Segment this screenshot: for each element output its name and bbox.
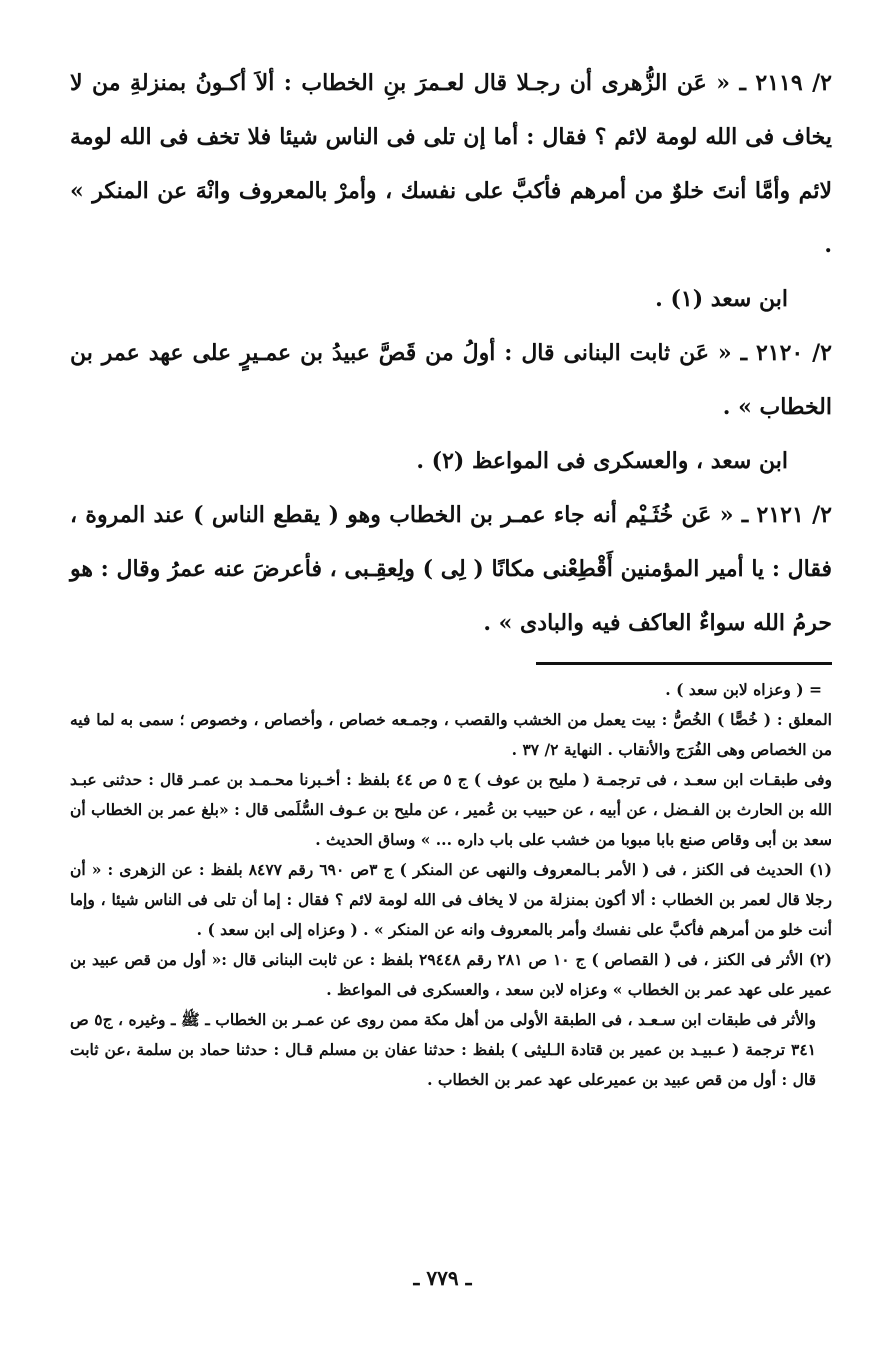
footnote-2-continuation: والأثر فى طبقات ابن سـعـد ، فى الطبقة الأولى من أهل مكة ممن روى عن عمـر بن الخطاب ـ ﷺ ـ وغيره ، ج٥ ص ٣٤١ ترجمة ( عـبيـد بن عمير بن قتادة الـليثى ) بلفظ : حدثنا عفان بن مسلم قـال : حدثنا حماد بن سلمة ،عن ثابت قال : أول من قص عبيد بن عميرعلى عهد عمر بن الخطاب .	[70, 1010, 817, 1089]
hadith-2121: ٢/ ٢١٢١ ـ « عَن خُثَـيْم أنه جاء عمـر بن الخطاب وهو ( يقطع الناس ) عند المروة ، فقال : يا أمير المؤمنين أَقْطِعْنى مكانًا ( لِى ) ولِعقِـبى ، فأعرضَ عنه عمرُ وقال : هو حرمُ الله سواءٌ العاكف فيه والبادى » .	[70, 502, 832, 636]
main-text	[70, 56, 832, 650]
hadith-2120: ٢/ ٢١٢٠ ـ « عَن ثابت البنانى قال : أولُ من قَصَّ عبيدُ بن عمـيرٍ على عهد عمر بن الخطاب » .	[70, 340, 832, 420]
footnotes	[70, 675, 832, 1095]
footnote-2: (٢) الأثر فى الكنز ، فى ( القصاص ) ج ١٠ ص ٢٨١ رقم ٢٩٤٤٨ بلفظ : عن ثابت البنانى قال :« أول من قص عبيد بن عمير على عهد عمر بن الخطاب » وعزاه لابن سعد ، والعسكرى فى المواعظ .	[70, 950, 832, 999]
note-continuation-1: = ( وعزاه لابن سعد ) .	[665, 680, 822, 699]
footnote-1: (١) الحديث فى الكنز ، فى ( الأمر بـالمعروف والنهى عن المنكر ) ج ٣ص ٦٩٠ رقم ٨٤٧٧ بلفظ : عن الزهرى : « أن رجلا قال لعمر بن الخطاب : ألا أكون بمنزلة من لا يخاف فى الله لومة لائم ؟ فقال : إما أن تلى فى الناس شيئا ، وإما أنت خلو من أمرهم فأكبَّ على نفسك وأمر بالمعروف وانه عن المنكر » . ( وعزاه إلى ابن سعد ) .	[70, 860, 832, 939]
source-2119: ابن سعد (١) .	[655, 286, 788, 312]
footnote-divider	[536, 662, 832, 665]
hadith-2119: ٢/ ٢١١٩ ـ « عَن الزُّهرى أن رجـلا قال لعـمرَ بنِ الخطاب : ألاَ أكـونُ بمنزلةِ من لا يخاف فى الله لومة لائم ؟ فقال : أما إن تلى فى الناس شيئا فلا تخف فى الله لومة لائم وأمَّا أنتَ خلوٌ من أمرهم فأكبَّ على نفسك ، وأمرْ بالمعروف وانْهَ عن المنكر » .	[70, 70, 833, 258]
source-2120: ابن سعد ، والعسكرى فى المواعظ (٢) .	[416, 448, 788, 474]
note-continuation-2: المعلق : ( خُصًّا ) الخُصُّ : بيت يعمل من الخشب والقصب ، وجمـعه خصاص ، وأخصاص ، وخصوص ؛ سمى به لما فيه من الخصاص وهى الفُرَج والأنقاب . النهاية ٢/ ٣٧ .	[70, 710, 832, 759]
note-continuation-3: وفى طبقـات ابن سعـد ، فى ترجمـة ( مليح بن عوف ) ج ٥ ص ٤٤ بلفظ : أخـبرنا محـمـد بن عمـر قال : حدثنى عبـد الله بن الحارث بن الفـضل ، عن أبيه ، عن حبيب بن عُمير ، عن مليح بن عـوف السُّلَمى قال : «بلغ عمر بن الخطاب أن سعد بن أبى وقاص صنع بابا مبوبا من خشب على باب داره ... » وساق الحديث .	[70, 770, 832, 849]
page-body	[70, 56, 832, 1095]
page-number: ـ ٧٧٩ ـ	[413, 1266, 472, 1290]
